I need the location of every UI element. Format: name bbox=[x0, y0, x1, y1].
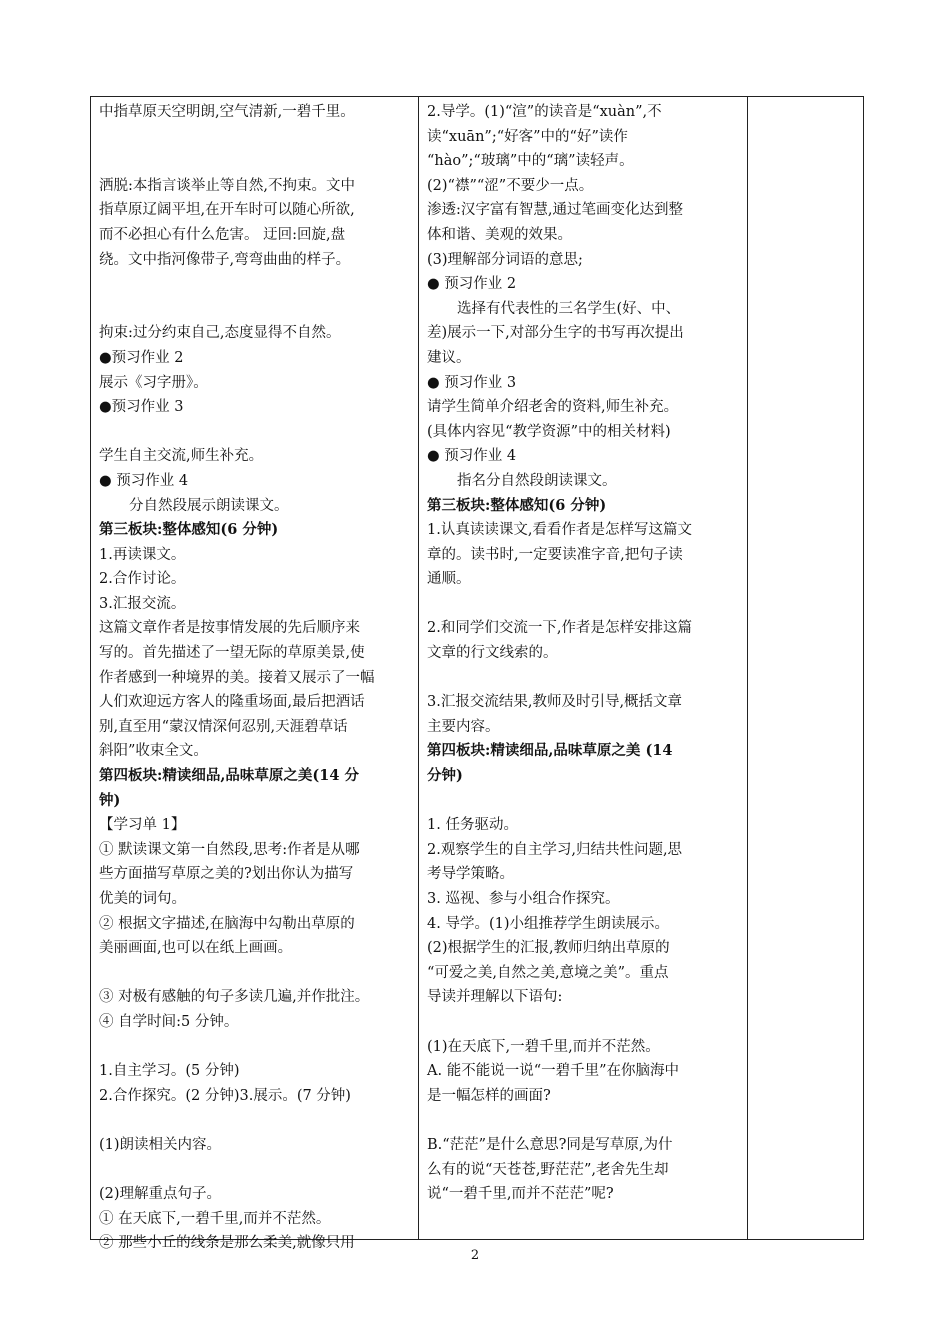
text-line: 拘束:过分约束自己,态度显得不自然。 bbox=[99, 325, 341, 342]
text-line: 考导学策略。 bbox=[427, 866, 514, 883]
text-line: 第四板块:精读细品,品味草原之美(14 分 bbox=[99, 767, 359, 785]
text-line: 1. 任务驱动。 bbox=[427, 817, 518, 834]
text-line: 斜阳”收束全文。 bbox=[99, 743, 208, 760]
text-line: 章的。读书时,一定要读准字音,把句子读 bbox=[427, 546, 683, 563]
text-line: 第三板块:整体感知(6 分钟) bbox=[99, 521, 279, 539]
text-line: 说“一碧千里,而并不茫茫”呢? bbox=[427, 1186, 614, 1203]
text-line: 3. 巡视、参与小组合作探究。 bbox=[427, 891, 620, 907]
text-line: 【学习单 1】 bbox=[99, 817, 186, 834]
text-line: (具体内容见“教学资源”中的相关材料) bbox=[427, 423, 671, 440]
text-line: 指草原辽阔平坦,在开车时可以随心所欲, bbox=[99, 202, 355, 219]
blank-line bbox=[99, 1035, 412, 1060]
text-line: 2.合作探究。(2 分钟)3.展示。(7 分钟) bbox=[99, 1087, 351, 1104]
text-line: 展示《习字册》。 bbox=[99, 374, 208, 391]
text-line: 中指草原天空明朗,空气清新,一碧千里。 bbox=[99, 104, 355, 120]
blank-line bbox=[99, 297, 412, 322]
text-line: 4. 导学。(1)小组推荐学生朗读展示。 bbox=[427, 915, 669, 932]
text-line: (3)理解部分词语的意思; bbox=[427, 251, 583, 268]
blank-line bbox=[427, 1010, 741, 1035]
text-line: 1.再读课文。 bbox=[99, 546, 186, 563]
text-line: “hào”;“玻璃”中的“璃”读轻声。 bbox=[427, 153, 634, 170]
text-line: (1)在天底下,一碧千里,而并不茫然。 bbox=[427, 1038, 660, 1055]
text-line: (2)根据学生的汇报,教师归纳出草原的 bbox=[427, 940, 670, 957]
text-line: 学生自主交流,师生补充。 bbox=[99, 448, 264, 465]
text-line: B.“茫茫”是什么意思?同是写草原,为什 bbox=[427, 1136, 673, 1153]
text-line: 这篇文章作者是按事情发展的先后顺序来 bbox=[99, 620, 360, 637]
text-line: ●预习作业 2 bbox=[99, 349, 184, 366]
table-row bbox=[91, 97, 864, 1240]
text-line: ● 预习作业 3 bbox=[427, 374, 517, 391]
text-line: 3.汇报交流。 bbox=[99, 595, 186, 612]
blank-line bbox=[427, 1108, 741, 1133]
text-line: ① 默读课文第一自然段,思考:作者是从哪 bbox=[99, 841, 360, 858]
text-line: ② 那些小丘的线条是那么柔美,就像只用 bbox=[99, 1235, 355, 1252]
blank-line bbox=[99, 149, 412, 174]
text-line: (2)理解重点句子。 bbox=[99, 1186, 222, 1203]
text-line: ③ 对极有感触的句子多读几遍,并作批注。 bbox=[99, 989, 370, 1006]
text-line: ●预习作业 3 bbox=[99, 399, 184, 416]
text-line: “可爱之美,自然之美,意境之美”。重点 bbox=[427, 964, 669, 981]
notes-cell bbox=[748, 97, 864, 1240]
blank-line bbox=[99, 272, 412, 297]
text-line: 1.自主学习。(5 分钟) bbox=[99, 1063, 240, 1080]
text-line: 分钟) bbox=[427, 767, 463, 785]
text-line: 些方面描写草原之美的?划出你认为描写 bbox=[99, 866, 354, 883]
blank-line bbox=[427, 789, 741, 814]
text-line: 渗透:汉字富有智慧,通过笔画变化达到整 bbox=[427, 202, 683, 219]
notes-empty bbox=[748, 97, 863, 1239]
text-line: 文章的行文线索的。 bbox=[427, 645, 558, 662]
lesson-plan-table bbox=[90, 96, 864, 1252]
text-line: 人们欢迎远方客人的隆重场面,最后把酒话 bbox=[99, 694, 365, 711]
text-line: ● 预习作业 4 bbox=[99, 472, 189, 489]
text-line: ④ 自学时间:5 分钟。 bbox=[99, 1013, 239, 1030]
text-line: 2.观察学生的自主学习,归结共性问题,思 bbox=[427, 841, 683, 858]
text-line: (1)朗读相关内容。 bbox=[99, 1136, 222, 1153]
text-line: 第四板块:精读细品,品味草原之美 (14 bbox=[427, 742, 673, 760]
text-line: 2.和同学们交流一下,作者是怎样安排这篇 bbox=[427, 620, 692, 637]
text-line: 2.合作讨论。 bbox=[99, 571, 186, 588]
text-line: 美丽画面,也可以在纸上画画。 bbox=[99, 940, 293, 957]
text-line: 导读并理解以下语句: bbox=[427, 989, 563, 1006]
text-line: (2)“襟”“涩”不要少一点。 bbox=[427, 177, 594, 194]
blank-line bbox=[99, 961, 412, 986]
text-line: 是一幅怎样的画面? bbox=[427, 1087, 551, 1104]
student-activity-cell bbox=[91, 97, 419, 1252]
text-line: ● 预习作业 4 bbox=[427, 448, 517, 465]
text-line: 2.导学。(1)“渲”的读音是“xuàn”,不 bbox=[427, 104, 662, 120]
page-number: 2 bbox=[470, 1248, 480, 1263]
text-line: 选择有代表性的三名学生(好、中、 bbox=[457, 300, 681, 317]
text-line: 通顺。 bbox=[427, 571, 471, 588]
text-line: 3.汇报交流结果,教师及时引导,概括文章 bbox=[427, 694, 683, 711]
text-line: 体和谐、美观的效果。 bbox=[427, 226, 572, 243]
text-line: 而不必担心有什么危害。 迂回:回旋,盘 bbox=[99, 226, 346, 243]
text-line: ● 预习作业 2 bbox=[427, 276, 517, 293]
text-line: 作者感到一种境界的美。接着又展示了一幅 bbox=[99, 669, 375, 686]
student-activity-text bbox=[91, 97, 418, 1252]
text-line: 绕。文中指河像带子,弯弯曲曲的样子。 bbox=[99, 251, 351, 268]
text-line: 优美的词句。 bbox=[99, 891, 186, 907]
blank-line bbox=[427, 666, 741, 691]
text-line: 读“xuān”;“好客”中的“好”读作 bbox=[427, 128, 628, 145]
blank-line bbox=[99, 125, 412, 150]
teacher-guidance-text bbox=[419, 97, 747, 1239]
text-line: ① 在天底下,一碧千里,而并不茫然。 bbox=[99, 1210, 331, 1227]
blank-line bbox=[99, 1158, 412, 1183]
text-line: 请学生简单介绍老舍的资料,师生补充。 bbox=[427, 399, 679, 416]
blank-line bbox=[99, 1108, 412, 1133]
text-line: 分自然段展示朗读课文。 bbox=[129, 497, 289, 514]
text-line: 钟) bbox=[99, 791, 121, 809]
text-line: 洒脱:本指言谈举止等自然,不拘束。文中 bbox=[99, 177, 355, 194]
text-line: 写的。首先描述了一望无际的草原美景,使 bbox=[99, 645, 365, 662]
text-line: 别,直至用“蒙汉情深何忍别,天涯碧草话 bbox=[99, 718, 348, 735]
text-line: 主要内容。 bbox=[427, 718, 500, 735]
blank-line bbox=[99, 420, 412, 445]
text-line: 建议。 bbox=[427, 349, 471, 366]
text-line: 么有的说“天苍苍,野茫茫”,老舍先生却 bbox=[427, 1161, 669, 1178]
text-line: 1.认真读读课文,看看作者是怎样写这篇文 bbox=[427, 522, 692, 539]
text-line: 差)展示一下,对部分生字的书写再次提出 bbox=[427, 325, 684, 342]
text-line: 第三板块:整体感知(6 分钟) bbox=[427, 496, 607, 514]
text-line: ② 根据文字描述,在脑海中勾勒出草原的 bbox=[99, 915, 355, 932]
text-line: A. 能不能说一说“一碧千里”在你脑海中 bbox=[427, 1063, 680, 1080]
teacher-guidance-cell bbox=[419, 97, 748, 1240]
blank-line bbox=[427, 592, 741, 617]
text-line: 指名分自然段朗读课文。 bbox=[457, 472, 617, 489]
